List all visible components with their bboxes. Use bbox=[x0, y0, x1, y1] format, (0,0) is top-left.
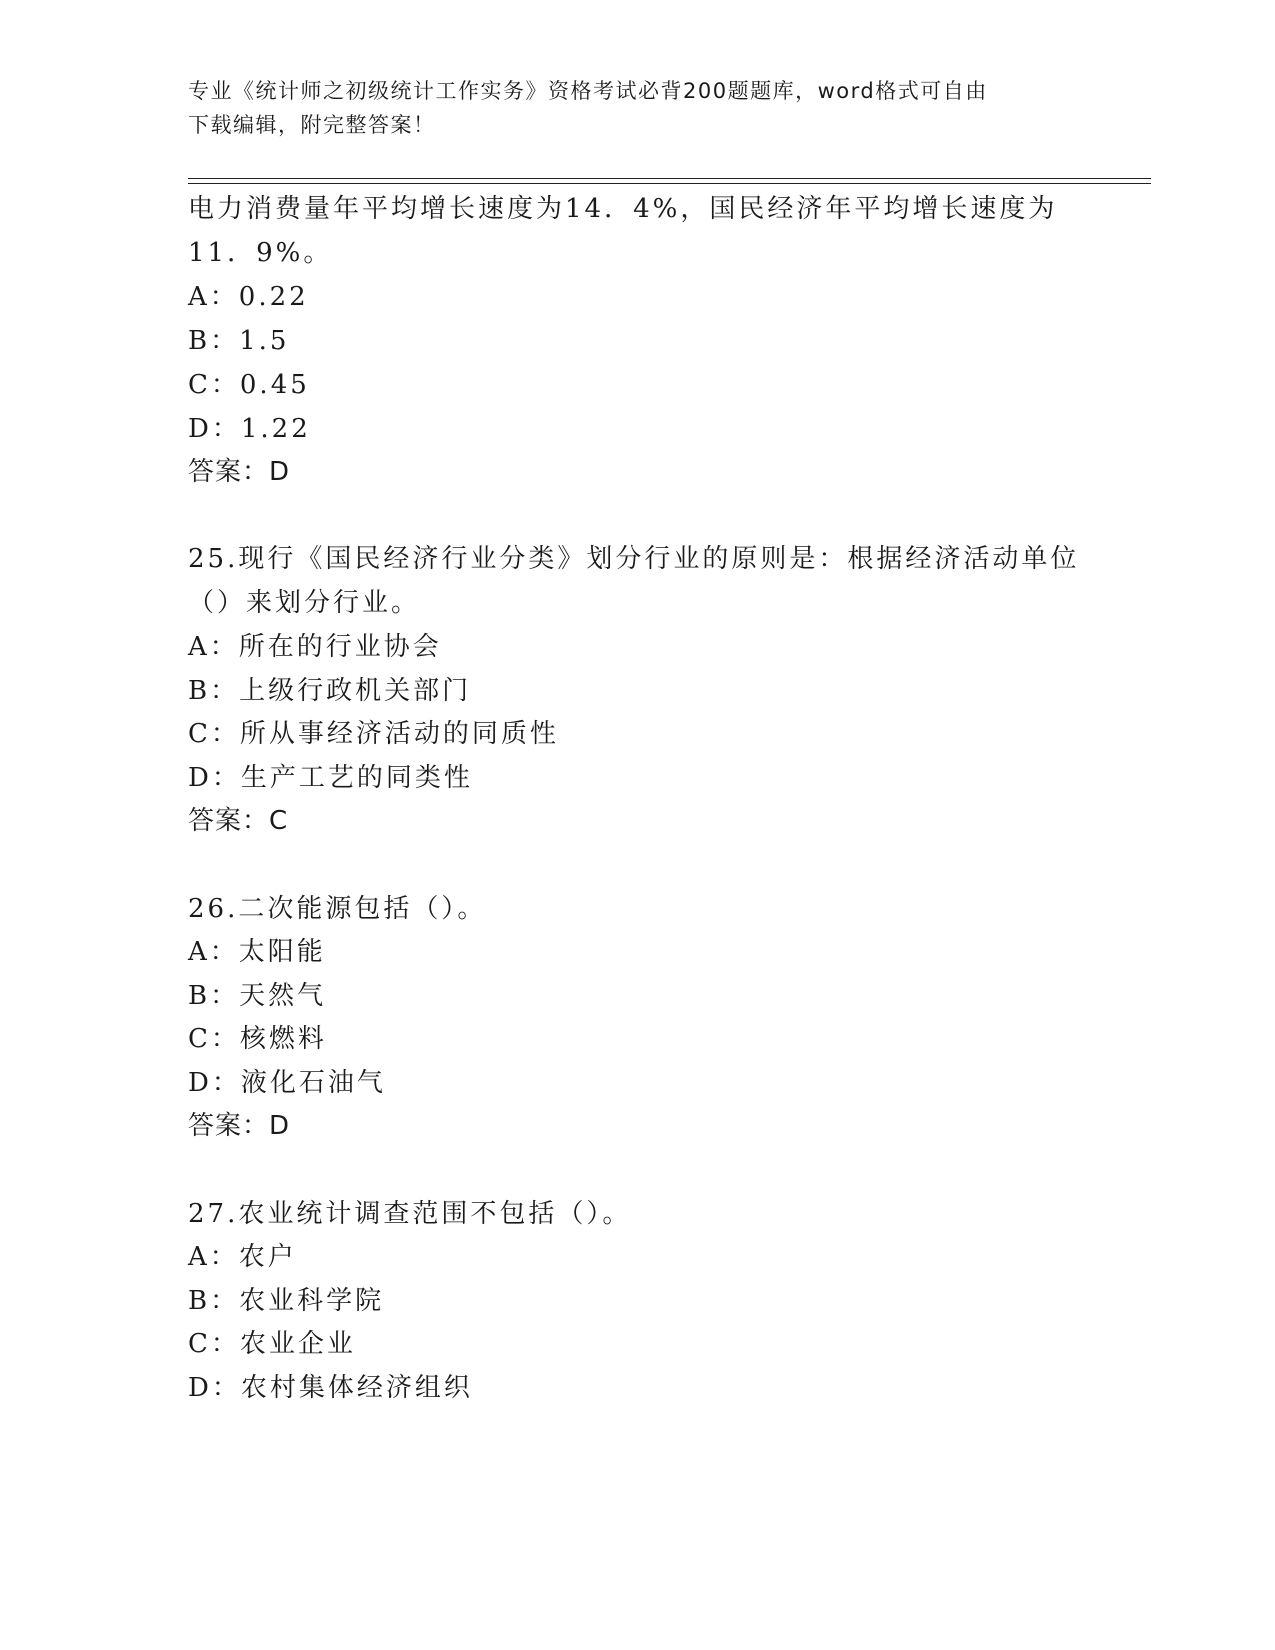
header-line-2: 下载编辑，附完整答案！ bbox=[188, 113, 436, 137]
option-c: C：所从事经济活动的同质性 bbox=[188, 719, 559, 749]
question-27-line-1: 27.农业统计调查范围不包括（）。 bbox=[188, 1199, 632, 1229]
question-25-line-1: 25.现行《国民经济行业分类》划分行业的原则是：根据经济活动单位 bbox=[188, 544, 1080, 574]
answer-line: 答案：D bbox=[188, 1111, 291, 1141]
answer-line: 答案：C bbox=[188, 806, 289, 836]
option-a: A：0.22 bbox=[188, 282, 309, 312]
option-c: C：0.45 bbox=[188, 370, 310, 400]
option-b: B：上级行政机关部门 bbox=[188, 676, 472, 706]
option-b: B：1.5 bbox=[188, 326, 290, 356]
option-d: D：农村集体经济组织 bbox=[188, 1373, 473, 1403]
question-fragment-line-1: 电力消费量年平均增长速度为14．4%，国民经济年平均增长速度为 bbox=[188, 194, 1058, 224]
option-c: C：核燃料 bbox=[188, 1024, 327, 1054]
option-b: B：天然气 bbox=[188, 981, 327, 1011]
question-26-line-1: 26.二次能源包括（）。 bbox=[188, 894, 487, 924]
option-d: D：生产工艺的同类性 bbox=[188, 763, 473, 793]
document-header bbox=[188, 74, 1068, 142]
option-a: A：农户 bbox=[188, 1242, 297, 1272]
option-a: A：所在的行业协会 bbox=[188, 632, 442, 662]
question-fragment-line-2: 11．9%。 bbox=[188, 238, 333, 268]
question-25-line-2: （）来划分行业。 bbox=[188, 588, 421, 618]
header-line-1: 专业《统计师之初级统计工作实务》资格考试必背200题题库，word格式可自由 bbox=[188, 79, 988, 103]
header-divider-bottom bbox=[188, 183, 1151, 184]
header-divider-top bbox=[188, 178, 1151, 179]
option-c: C：农业企业 bbox=[188, 1329, 356, 1359]
option-a: A：太阳能 bbox=[188, 937, 326, 967]
option-d: D：液化石油气 bbox=[188, 1068, 386, 1098]
option-b: B：农业科学院 bbox=[188, 1286, 385, 1316]
answer-line: 答案：D bbox=[188, 457, 291, 487]
option-d: D：1.22 bbox=[188, 414, 311, 444]
